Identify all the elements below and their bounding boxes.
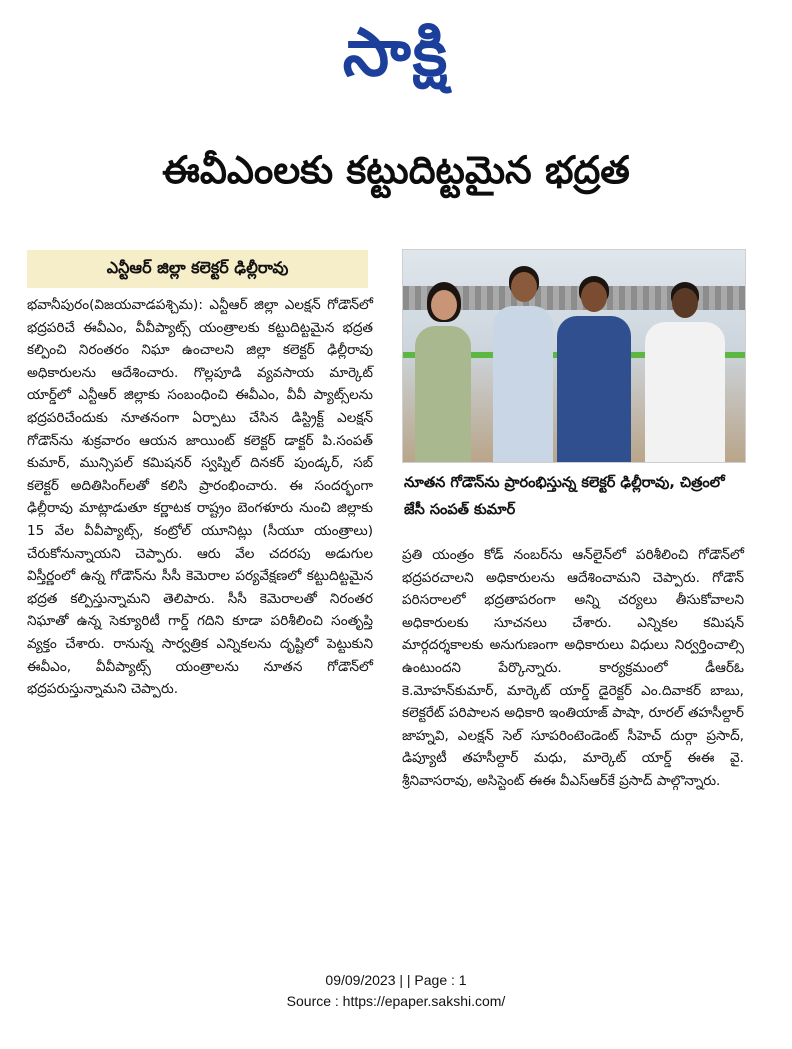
right-column-text: ప్రతి యంత్రం కోడ్ నంబర్‌ను ఆన్‌లైన్‌లో పరిశీలించి గోడౌన్‌లో భద్రపరచాలని అధికారులను ఆదేశించామని చెప్పారు. గోడౌన్ పరిసరాలలో భద్రతాపరంగా అన్ని చర్యలు తీసుకోవాలని అధికారులకు సూచనలు చేశారు. ఎన్నికల కమిషన్ మార్గదర్శకాలకు అనుగుణంగా అధికారులు విధులు నిర్వర్తించాల్సి ఉంటుందని పేర్కొన్నారు. కార్యక్రమంలో డీఆర్‌ఓ కె.మోహన్‌కుమార్, మార్కెట్ యార్డ్ డైరెక్టర్ ఎం.దివాకర్ బాబు, కలెక్టరేట్ పరిపాలన అధికారి ఇంతియాజ్ పాషా, రూరల్ తహసీల్దార్ జాహ్నవి, ఎలక్షన్ సెల్ సూపరింటెండెంట్ సీహెచ్ దుర్గా ప్రసాద్, డిప్యూటీ తహసీల్దార్ మధు, మార్కెట్ యార్డ్ ఈఈ వై. శ్రీనివాసరావు, అసిస్టెంట్ ఈఈ వీఎస్ఆర్‌కే ప్రసాద్ పాల్గొన్నారు. xyxy=(402,547,744,789)
photo-person-woman xyxy=(413,282,473,462)
masthead xyxy=(0,8,792,98)
article-photo xyxy=(402,249,746,463)
page-footer xyxy=(0,970,792,1012)
article-headline: ఈవీఎంలకు కట్టుదిట్టమైన భద్రత xyxy=(162,148,630,192)
article-subhead: ఎన్టీఆర్ జిల్లా కలెక్టర్ ఢిల్లీరావు xyxy=(27,250,368,288)
footer-separator: | xyxy=(399,972,404,988)
article-left-column xyxy=(27,294,373,701)
footer-date: 09/09/2023 xyxy=(325,972,396,988)
article-right-column xyxy=(402,544,744,793)
footer-source: Source : https://epaper.sakshi.com/ xyxy=(286,993,506,1009)
photo-person-jc xyxy=(491,266,555,462)
photo-caption: నూతన గోడౌన్‌ను ప్రారంభిస్తున్న కలెక్టర్ ఢిల్లీరావు, చిత్రంలో జేసీ సంపత్ కుమార్ xyxy=(404,475,725,518)
photo-person-right xyxy=(641,282,727,462)
footer-page: | Page : 1 xyxy=(406,972,467,988)
footer-date-line xyxy=(0,970,792,991)
sakshi-logo: సాక్షి xyxy=(342,14,450,91)
photo-person-collector xyxy=(553,276,633,462)
left-column-text: భవానీపురం(విజయవాడపశ్చిమ): ఎన్టీఆర్ జిల్లా ఎలక్షన్ గోడౌన్‌లో భద్రపరిచే ఈవీఎం, వీవీప్యాట్స్ యంత్రాలకు కట్టుదిట్టమైన భద్రత కల్పించి నిరంతరం నిఘా ఉంచాలని జిల్లా కలెక్టర్ ఢిల్లీరావు అధికారులను ఆదేశించారు. గొల్లపూడి వ్యవసాయ మార్కెట్ యార్డ్‌లో ఎన్టీఆర్ జిల్లాకు సంబంధించి ఈవీఎం, వీవీ ప్యాట్స్‌లను భద్రపరిచేందుకు నూతనంగా ఏర్పాటు చేసిన డిస్ట్రిక్ట్ ఎలక్షన్ గోడౌన్‌ను శుక్రవారం ఆయన జాయింట్ కలెక్టర్ డాక్టర్ పి.సంపత్ కుమార్, మున్సిపల్ కమిషనర్ స్వప్నిల్ దినకర్ పుండ్కర్, సబ్ కలెక్టర్ అదితిసింగ్‌లతో కలిసి ప్రారంభించారు. ఈ సందర్భంగా ఢిల్లీరావు మాట్లాడుతూ కర్ణాటక రాష్ట్రం బెంగళూరు నుంచి జిల్లాకు 15 వేల వీవీప్యాట్స్, కంట్రోల్ యూనిట్లు (సీయూ యంత్రాలు) చేరుకోనున్నాయని చెప్పారు. ఆరు వేల చదరపు అడుగుల విస్తీర్ణంలో ఉన్న గోడౌన్‌ను సీసీ కెమెరాల పర్యవేక్షణలో కట్టుదిట్టమైన భద్రత కల్పిస్తున్నామని తెలిపారు. సీసీ కెమెరాలతో నిరంతర నిఘాతో ఉన్న సెక్యూరిటీ గార్డ్ గదిని కూడా పరిశీలించి సంతృప్తి వ్యక్తం చేశారు. రానున్న సార్వత్రిక ఎన్నికలను దృష్టిలో పెట్టుకుని ఈవీఎం, వీవీప్యాట్స్ యంత్రాలను నూతన గోడౌన్‌లో భద్రపరుస్తున్నామని చెప్పారు. xyxy=(27,297,373,698)
